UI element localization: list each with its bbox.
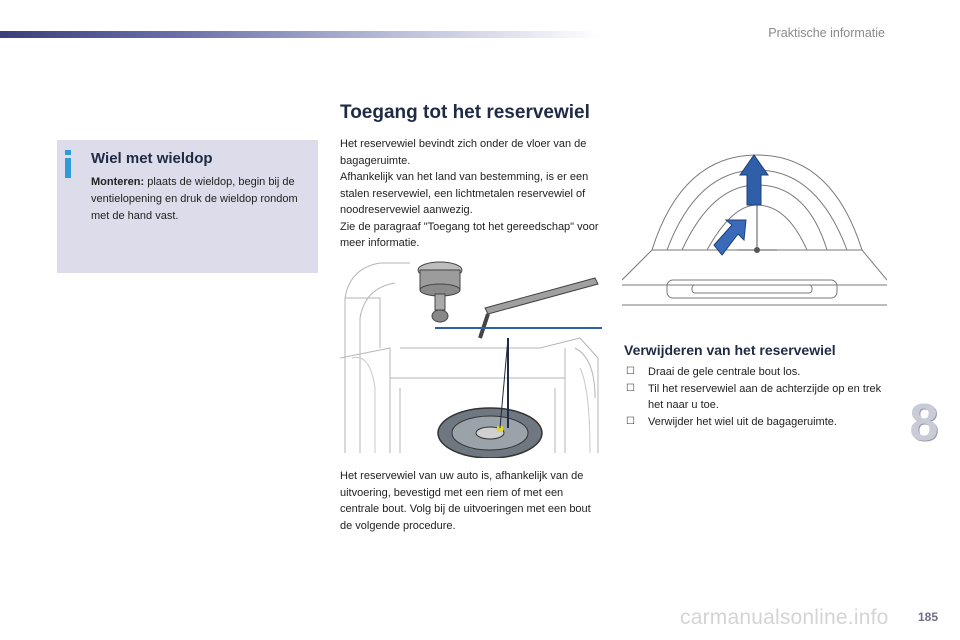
- info-icon: [65, 150, 71, 178]
- bullet-icon: ☐: [626, 415, 635, 427]
- page-number: 185: [917, 610, 938, 624]
- info-box-body: plaats de wieldop, begin bij de ventielopening en druk de wieldop rondom met de hand vast.: [91, 176, 298, 222]
- list-item: ☐ Til het reservewiel aan de achterzijde op en trek het naar u toe.: [626, 382, 882, 411]
- list-item: ☐ Draai de gele centrale bout los.: [624, 364, 894, 381]
- removal-steps: [624, 364, 894, 430]
- info-box-text: [91, 174, 309, 225]
- wheel-illustration: [622, 150, 887, 320]
- info-box: [57, 140, 318, 273]
- info-box-title: Wiel met wieldop: [91, 150, 213, 167]
- trunk-drawing: [340, 258, 602, 458]
- section-header-title: Praktische informatie: [768, 26, 885, 40]
- info-box-label: Monteren:: [91, 176, 145, 188]
- list-item: ☐ Verwijder het wiel uit de bagageruimte.: [624, 414, 894, 431]
- bullet-icon: ☐: [626, 382, 635, 394]
- header-gradient-bar: [0, 31, 600, 38]
- trunk-illustration: [340, 258, 602, 458]
- intro-paragraph: Het reservewiel bevindt zich onder de vloer van de bagageruimte. Afhankelijk van het land van bestemming, is er een stalen reservewiel, een lichtmetalen reservewiel of noodreservewiel aanwezig. Zie de paragraaf "Toegang tot het gereedschap" voor meer informatie.: [340, 138, 599, 249]
- removal-section-title: Verwijderen van het reservewiel: [624, 342, 836, 358]
- wheel-drawing: [622, 150, 887, 320]
- bullet-icon: ☐: [626, 366, 635, 377]
- chapter-number: 8: [909, 394, 939, 452]
- page-title: Toegang tot het reservewiel: [340, 102, 590, 123]
- watermark: carmanualsonline.info: [680, 606, 889, 629]
- bolt-paragraph: Het reservewiel van uw auto is, afhankelijk van de uitvoering, bevestigd met een riem of met een centrale bout. Volg bij de uitvoeringen met een bout de volgende procedure.: [340, 470, 591, 532]
